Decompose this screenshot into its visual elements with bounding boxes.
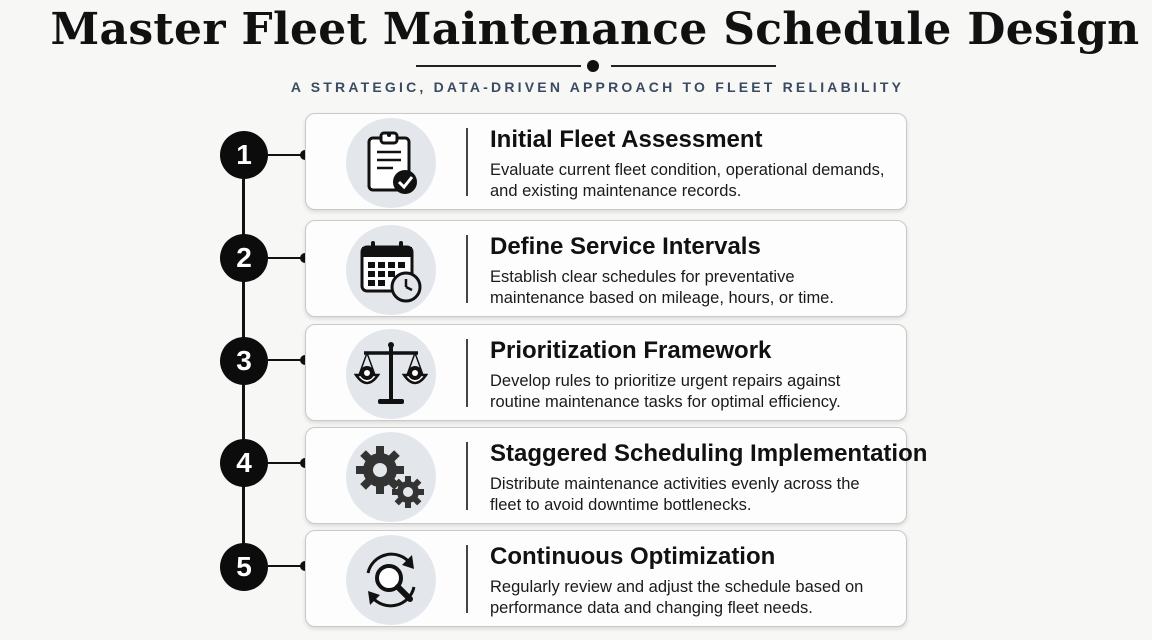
page-subtitle: A STRATEGIC, DATA-DRIVEN APPROACH TO FLEET RELIABILITY [290, 79, 905, 95]
step-description-1: Evaluate current fleet condition, operational demands, and existing maintenance records. [490, 161, 885, 200]
step-card-1 [305, 113, 907, 210]
step-connector-3 [268, 359, 304, 361]
step-connector-4 [268, 462, 304, 464]
step-connector-2 [268, 257, 304, 259]
step-title-1: Initial Fleet Assessment [490, 126, 763, 153]
card-separator [466, 128, 468, 196]
step-title-5: Continuous Optimization [490, 543, 776, 570]
step-card-3 [305, 324, 907, 421]
step-description-3: Develop rules to prioritize urgent repairs against routine maintenance tasks for optimal efficiency. [490, 372, 841, 411]
step-number-1: 1 [220, 131, 268, 179]
step-card-4 [305, 427, 928, 524]
title-divider [416, 60, 776, 72]
step-title-2: Define Service Intervals [490, 233, 761, 260]
step-card-5 [305, 530, 907, 627]
card-separator [466, 442, 468, 510]
step-description-2: Establish clear schedules for preventative maintenance based on mileage, hours, or time. [490, 268, 834, 307]
calendar-clock-icon [346, 225, 436, 315]
step-title-4: Staggered Scheduling Implementation [490, 440, 928, 467]
step-number-3: 3 [220, 337, 268, 385]
refresh-search-icon [346, 535, 436, 625]
card-separator [466, 235, 468, 303]
step-connector-5 [268, 565, 304, 567]
card-separator [466, 339, 468, 407]
step-description-5: Regularly review and adjust the schedule based on performance data and changing fleet needs. [490, 578, 864, 617]
step-card-2 [305, 220, 907, 317]
step-connector-1 [268, 154, 304, 156]
step-number-4: 4 [220, 439, 268, 487]
step-title-3: Prioritization Framework [490, 337, 772, 364]
card-separator [466, 545, 468, 613]
balance-scale-icon [346, 329, 436, 419]
step-number-2: 2 [220, 234, 268, 282]
gears-icon [346, 432, 436, 522]
page-title: Master Fleet Maintenance Schedule Design [50, 4, 1140, 55]
clipboard-check-icon [346, 118, 436, 208]
step-description-4: Distribute maintenance activities evenly across the fleet to avoid downtime bottlenecks. [490, 475, 860, 514]
step-number-5: 5 [220, 543, 268, 591]
